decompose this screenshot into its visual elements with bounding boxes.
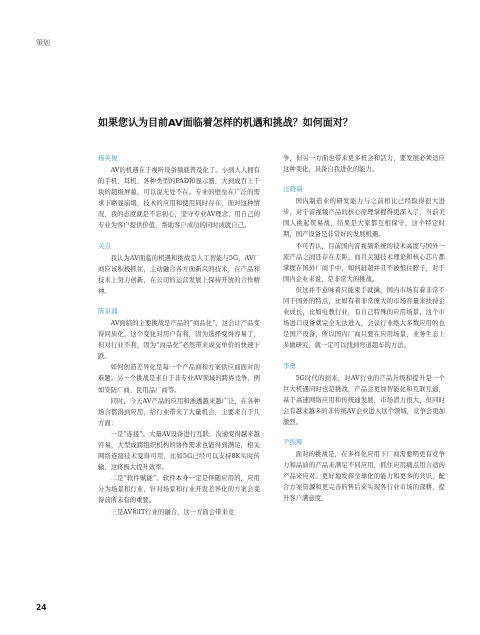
paragraph: 二是“软件赋能”。软件本身一定是伴随应用的，应用分为场景和行业，针对场景和行业开发差异化的方案会变得前所未有的重要。	[98, 475, 260, 505]
paragraph: AV面临的主要挑战是产品的“商品化”，这会让产品变得同质化，这个变化对用户有利，因为选择变得容易了，但对行业不利，因为“商品化”必然带来成交单价的快速下跌。	[98, 319, 260, 361]
paragraph: 我认为AV面临的机遇和挑战是人工智能与5G，AV厂商应该积极抓住，主动融合各方面新兴的技术，在产品和技术上努力创新，在公司的运营发展上保持开放的合作精神。	[98, 254, 260, 295]
speaker-name: 关点	[98, 241, 112, 250]
paragraph: 但这并不意味着只能束手就擒，国内市场有着非常不同于国外的特点，比如有着非常庞大的市场容量来扶持企业成长，比如电教行业，有自己特殊的应用场景，这个市场进口设备就完全无法进入，会议行业绝大多数应用的也是国产设备，所以国内厂商只要在应用场景、业务生态上多做研究，就一定可以找到弯道超车的方法。	[283, 286, 445, 350]
page-number: 24	[36, 603, 47, 612]
speaker-name: 李勇	[283, 361, 297, 370]
left-column	[98, 153, 260, 518]
paragraph: 国内制造业的研发能力与之前相比已经取得很大进步，对于音视频产品的核心原理掌握得更深入了，当前美国人挑起贸易战，结果是大家都互相保守，这个特定时期，国产设备是非常好的发展机遇。	[283, 198, 445, 239]
speaker-name: 陈泉涌	[98, 306, 118, 315]
speaker-name: 尹振辉	[283, 437, 303, 446]
right-column	[283, 153, 445, 504]
answer-block	[98, 306, 260, 518]
paragraph: 5G时代的到来，对AV行业的产品升级和提升是一个巨大机遇同时也是挑战，产品会更加智能化和互联互通，基于高速网络应用和传统通发展，市场潜力很大，但同时会有越来越多的非传统AV企业进入这个领域，竞争会更加激烈。	[283, 374, 445, 426]
paragraph: 一是“连接”。大量AV设备进行互联，沟通变得越来越容易，大型成跨组织机构的协作需求也能得到满足，相关网络连接技术变得可用，比如5G已经可以支持8K实时传输，这将极大提升效率。	[98, 430, 260, 472]
paragraph: 不可否认，目前国内音视频系统的技术高度与国外一流产品之间还存在差距，而且关键技术理论和核心芯片都掌握在国外厂商手中，如何赶超并且不被恨住脖子，对于国内企业来说，是非常大的挑战。	[283, 242, 445, 283]
paragraph: 同时，今天AV产品的应用和渗透越来越广泛，在各种场合都得到应用，给行业带来了大量机会，主要来自于几方面：	[98, 397, 260, 427]
paragraph: 如何创造差异化是每一个产品商和方案供应商面对的难题。另一个挑战是来自于非专业AV领域的跨界竞争，例如安防厂商、民用品厂商等。	[98, 364, 260, 394]
answer-block	[283, 361, 445, 428]
answer-block	[283, 184, 445, 351]
speaker-name: 杨英俊	[98, 154, 118, 162]
paragraph: AV的机遇在于视听设备频底普及化了。小到人人拥有的手机、耳机、各种类型的PAD和显示器，大到成百上千块的超级屏幕，可以说无处不在。专业的壁垒在广泛的需求下略显崩塌，技术的应用和使用同时存在，面对这种情况，我的态度就是不忘初心，坚守专业AV理念，用自己的专业为客户提供价值，帮助客户成功的同时成就自己。	[98, 167, 260, 230]
paragraph: 面对的挑战是，在多样化应用下厂商需要明更有竞争力和品质的产品来满足不同应用，抓住应用痛点用合适的产品来应对。更好地发挥全球化的能力和更多的共识，配合方案资源和更完善的售后来实现各行业市场的深耕，提升客户满意度。	[283, 450, 445, 503]
paragraph: 争，但另一方面也带来更多机会和活力，要发展必须适应这种变化，具备自我进化的能力。	[283, 155, 445, 174]
page-title: 如果您认为目前AV面临着怎样的机遇和挑战？如何面对？	[98, 118, 353, 129]
section-label: 策划	[36, 39, 50, 47]
speaker-name: 汪晓瑞	[283, 185, 303, 194]
answer-block	[98, 241, 260, 297]
answer-block	[98, 153, 260, 232]
answer-block	[283, 437, 445, 504]
answer-block	[283, 153, 445, 175]
paragraph: 三是AV和IT行业的融合，这一方面会带来竞	[110, 508, 235, 516]
